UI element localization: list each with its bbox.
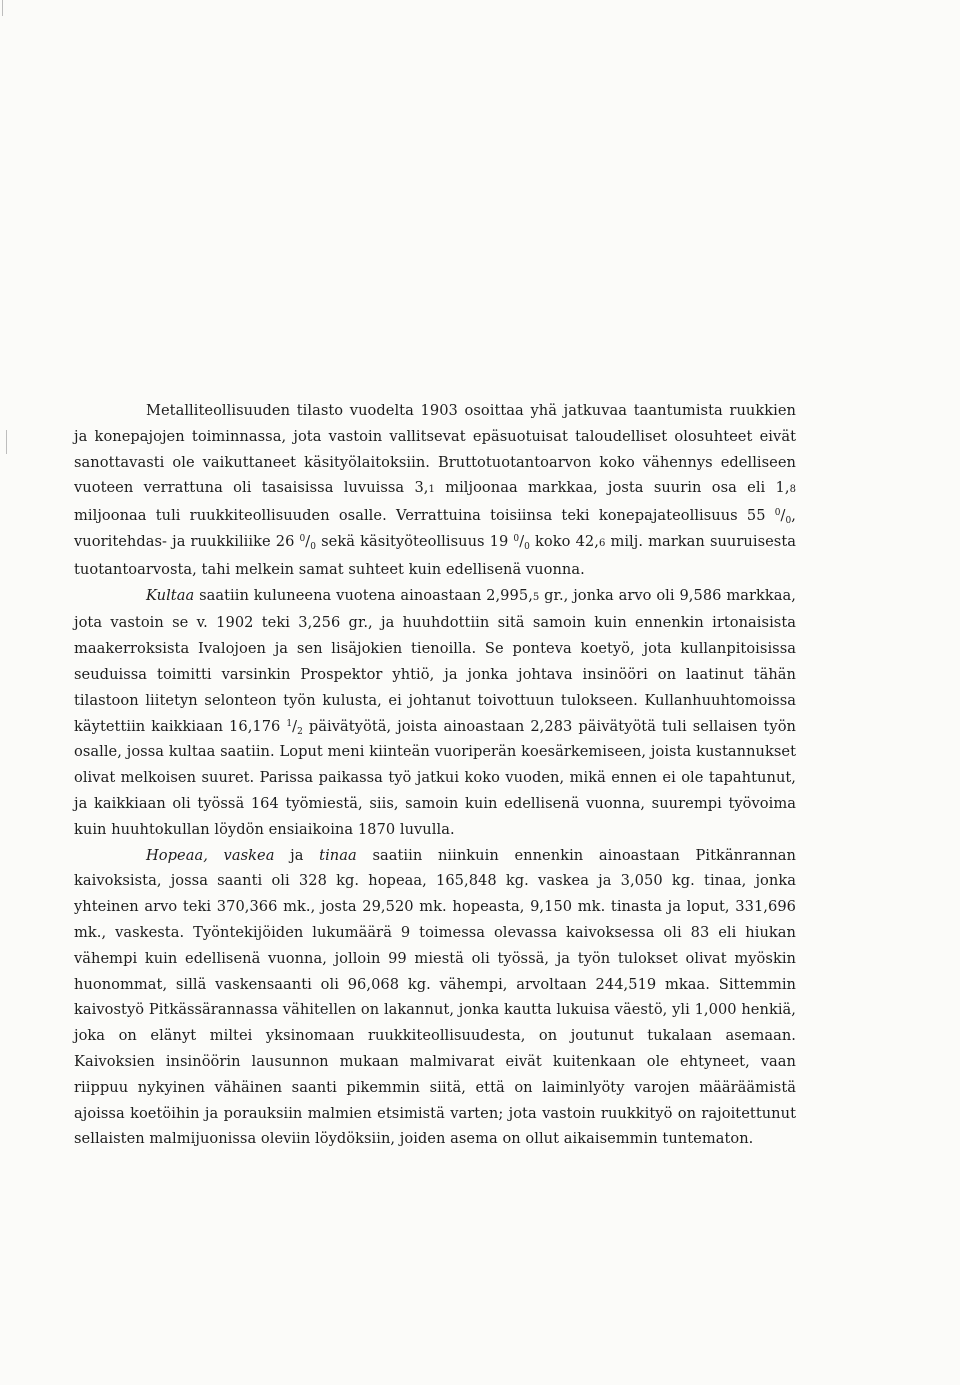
percent-sub: 0 bbox=[524, 541, 530, 552]
percent-slash: / bbox=[780, 507, 786, 525]
decimal-digit: 1 bbox=[428, 484, 435, 496]
scan-edge-top bbox=[2, 0, 3, 16]
paragraph-metal-industry bbox=[74, 398, 796, 583]
text: miljoonaa markkaa, josta suurin osa eli 1, bbox=[434, 479, 790, 497]
text: sekä käsityöteollisuus 19 bbox=[316, 532, 514, 550]
text: saatiin kuluneena vuotena ainoastaan 2,995, bbox=[194, 586, 533, 604]
text: Metalliteollisuuden tilasto vuodelta 1903 osoittaa yhä jatkuvaa taantumista ruukkien ja konepajojen toiminnassa, jota vastoin vallitsevat epäsuotuisat taloudelliset olosuhteet eivät sanottavasti ole vaikuttaneet käsityölaitoksiin. Bruttotuotantoarvon koko vähennys edelliseen vuoteen verrattuna oli tasaisissa luvuissa 3, bbox=[74, 402, 796, 497]
text: gr., jonka arvo oli 9,586 markkaa, jota vastoin se v. 1902 teki 3,256 gr., ja huuhdottiin sitä samoin kuin ennenkin irtonaisista maakerroksista Ivalojoen ja sen lisäjokien tienoilla. Se ponteva koetyö, jota kullanpitoisissa seuduissa toimitti varsinkin Prospektor yhtiö, ja jonka johtava insinööri on laatinut tähän tilastoon liitetyn selonteon työn kulusta, ei johtanut toivottuun tulokseen. Kullanhuuhtomoissa käytettiin kaikkiaan 16,176 bbox=[74, 586, 796, 735]
text: milj. markan suuruisesta tuotantoarvosta, tahi melkein samat suhteet kuin edellisenä vuonna. bbox=[74, 532, 796, 578]
paragraph-gold bbox=[74, 583, 796, 843]
scan-edge-left bbox=[6, 430, 7, 454]
paragraph-silver-copper-tin bbox=[74, 843, 796, 1153]
emphasis-hopeaa-vaskea: Hopeaa, vaskea bbox=[146, 846, 275, 864]
decimal-digit: 8 bbox=[789, 484, 796, 496]
text: saatiin niinkuin ennenkin ainoastaan Pitkänrannan kaivoksista, jossa saanti oli 328 kg. hopeaa, 165,848 kg. vaskea ja 3,050 kg. tinaa, jonka yhteinen arvo teki 370,366 mk., josta 29,520 mk. hopeasta, 9,150 mk. tinasta ja loput, 331,696 mk., vaskesta. Työntekijöiden lukumäärä 9 toimessa olevassa kaivoksessa oli 83 eli hiukan vähempi kuin edellisenä vuonna, jolloin 99 miestä oli työssä, ja työn tulokset olivat myöskin huonommat, sillä vaskensaanti oli 96,068 kg. vähempi, arvoltaan 244,519 mkaa. Sittemmin kaivostyö Pitkässärannassa vähitellen on lakannut, jonka kautta lukuisa väestö, yli 1,000 henkiä, joka on elänyt miltei yksinomaan ruukkiteollisuudesta, on joutunut tukalaan asemaan. Kaivoksien insinöörin lausunnon mukaan malmivarat eivät kuitenkaan ole ehtyneet, vaan riippuu nykyinen vähäinen saanti pikemmin siitä, että on laiminlyöty varojen määräämistä ajoissa koetöihin ja porauksiin malmien etsimistä varten; jota vastoin ruukkityö on rajoitettunut sellaisten malmijuonissa oleviin löydöksiin, joiden asema on ollut aikaisemmin tuntematon. bbox=[74, 846, 796, 1148]
text: päivätyötä, joista ainoastaan 2,283 päivätyötä tuli sellaisen työn osalle, jossa kultaa saatiin. Loput meni kiinteän vuoriperän koesärkemiseen, joista kustannukset olivat melkoisen suuret. Parissa paikassa työ jatkui koko vuoden, mikä ennen ei ole tapahtunut, ja kaikkiaan oli työssä 164 työmiestä, siis, samoin kuin edellisenä vuonna, suurempi työvoima kuin huuhtokullan löydön ensiaikoina 1870 luvulla. bbox=[74, 717, 796, 838]
emphasis-kultaa: Kultaa bbox=[146, 586, 195, 604]
percent-sub: 0 bbox=[785, 516, 792, 527]
text: , vuoritehdas- ja ruukkiliike 26 bbox=[74, 507, 796, 550]
decimal-digit: 5 bbox=[532, 591, 540, 603]
percent-sup: 0 bbox=[299, 533, 306, 544]
fraction-slash: / bbox=[292, 717, 298, 735]
percent-sup: 0 bbox=[774, 508, 781, 519]
emphasis-tinaa: tinaa bbox=[319, 846, 357, 864]
percent-sub: 0 bbox=[310, 541, 317, 552]
percent-sup: 0 bbox=[513, 533, 520, 544]
text: koko 42, bbox=[529, 532, 599, 550]
percent-slash: / bbox=[519, 532, 525, 550]
document-page bbox=[74, 398, 796, 1152]
text: miljoonaa tuli ruukkiteollisuuden osalle. Verrattuina toisiinsa teki konepajateollisuus 55 bbox=[74, 507, 775, 525]
percent-slash: / bbox=[305, 532, 311, 550]
text: ja bbox=[274, 846, 320, 864]
fraction-denominator: 2 bbox=[297, 726, 303, 737]
fraction-numerator: 1 bbox=[286, 718, 293, 729]
decimal-digit: 6 bbox=[598, 537, 606, 549]
